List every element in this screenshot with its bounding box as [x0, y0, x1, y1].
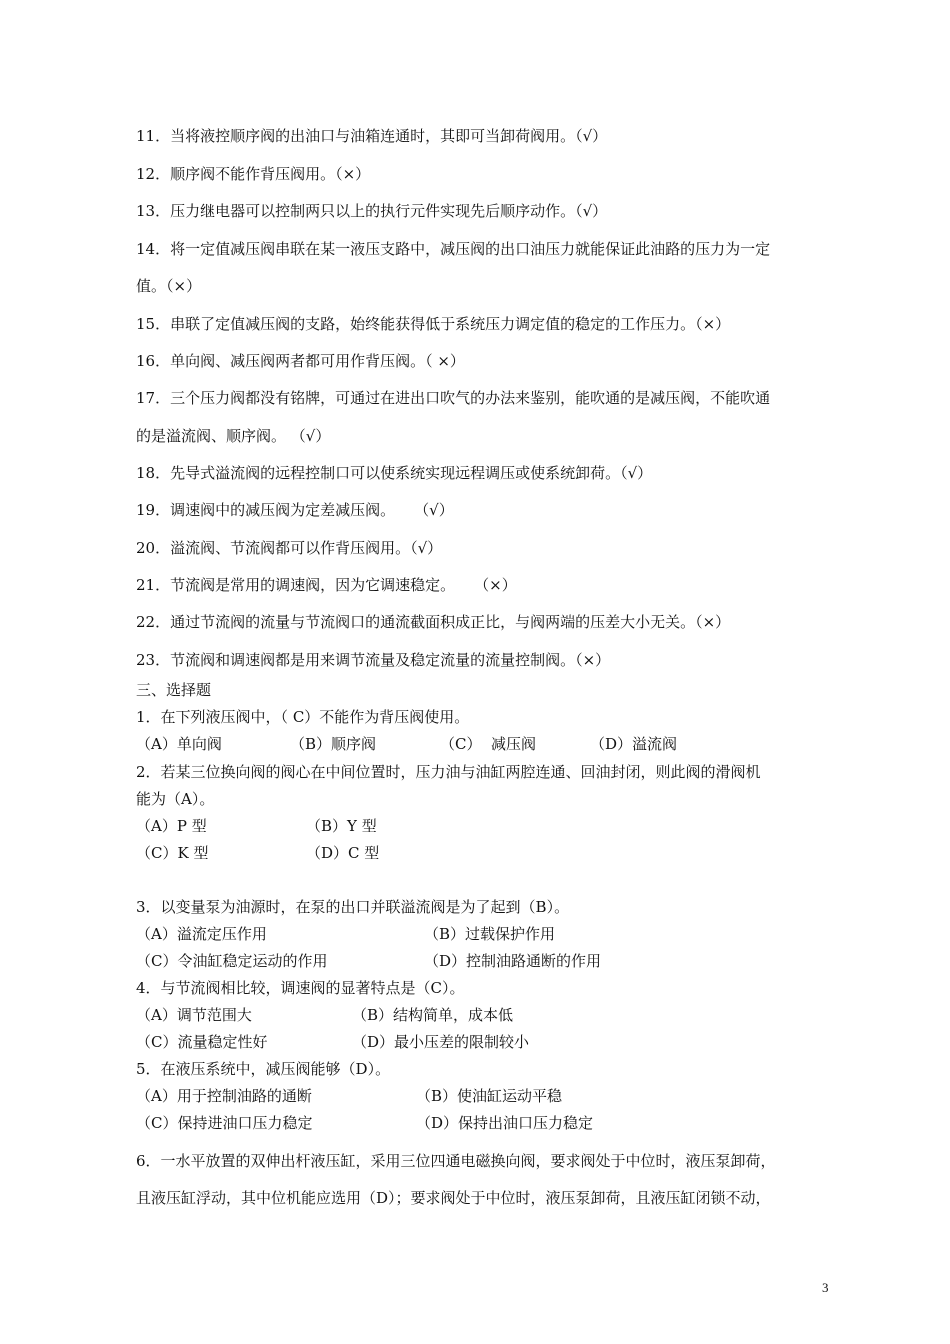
q5-option-b: （B）使油缸运动平稳: [416, 1087, 563, 1105]
judgement-item-14: 14．将一定值减压阀串联在某一液压支路中，减压阀的出口油压力就能保证此油路的压力为一定: [136, 240, 771, 258]
q2-option-a: （A）P 型: [136, 817, 207, 835]
question-6: 6．一水平放置的双伸出杆液压缸，采用三位四通电磁换向阀，要求阀处于中位时，液压泵卸荷，: [136, 1152, 776, 1170]
question-1: 1．在下列液压阀中，（ C）不能作为背压阀使用。: [136, 708, 470, 726]
q3-option-a: （A）溢流定压作用: [136, 925, 267, 943]
judgement-item-23: 23．节流阀和调速阀都是用来调节流量及稳定流量的流量控制阀。（×）: [136, 651, 611, 669]
q1-option-d: （D）溢流阀: [590, 735, 678, 753]
question-6-cont: 且液压缸浮动，其中位机能应选用（D）；要求阀处于中位时，液压泵卸荷，且液压缸闭锁不动，: [136, 1189, 771, 1207]
q4-option-c: （C）流量稳定性好: [136, 1033, 268, 1051]
q3-option-c: （C）令油缸稳定运动的作用: [136, 952, 328, 970]
judgement-item-18: 18．先导式溢流阀的远程控制口可以使系统实现远程调压或使系统卸荷。（√）: [136, 464, 653, 482]
question-5: 5．在液压系统中，减压阀能够（D）。: [136, 1060, 391, 1078]
q4-option-b: （B）结构简单，成本低: [352, 1006, 514, 1024]
question-4: 4．与节流阀相比较，调速阀的显著特点是（C）。: [136, 979, 465, 997]
judgement-item-16: 16．单向阀、减压阀两者都可用作背压阀。（ ×）: [136, 352, 465, 370]
judgement-item-21: 21．节流阀是常用的调速阀，因为它调速稳定。 （×）: [136, 576, 517, 594]
question-3: 3．以变量泵为油源时，在泵的出口并联溢流阀是为了起到（B）。: [136, 898, 570, 916]
judgement-item-13: 13．压力继电器可以控制两只以上的执行元件实现先后顺序动作。（√）: [136, 202, 608, 220]
judgement-item-15: 15．串联了定值减压阀的支路，始终能获得低于系统压力调定值的稳定的工作压力。（×）: [136, 315, 731, 333]
q4-option-a: （A）调节范围大: [136, 1006, 252, 1024]
judgement-item-19: 19．调速阀中的减压阀为定差减压阀。 （√）: [136, 501, 454, 519]
q4-option-d: （D）最小压差的限制较小: [352, 1033, 530, 1051]
q1-option-b: （B）顺序阀: [290, 735, 377, 753]
judgement-item-17-cont: 的是溢流阀、顺序阀。 （√）: [136, 427, 331, 445]
q5-option-c: （C）保持进油口压力稳定: [136, 1114, 313, 1132]
q1-option-c: （C） 减压阀: [440, 735, 537, 753]
q2-option-c: （C）K 型: [136, 844, 209, 862]
judgement-item-20: 20．溢流阀、节流阀都可以作背压阀用。（√）: [136, 539, 443, 557]
judgement-item-14-cont: 值。（×）: [136, 277, 202, 295]
q1-option-a: （A）单向阀: [136, 735, 222, 753]
q2-option-b: （B）Y 型: [306, 817, 377, 835]
judgement-item-12: 12．顺序阀不能作背压阀用。（×）: [136, 165, 371, 183]
q3-option-b: （B）过载保护作用: [424, 925, 556, 943]
page-number: 3: [822, 1280, 829, 1295]
question-2: 2．若某三位换向阀的阀心在中间位置时，压力油与油缸两腔连通、回油封闭，则此阀的滑阀机: [136, 763, 761, 781]
judgement-item-11: 11．当将液控顺序阀的出油口与油箱连通时，其即可当卸荷阀用。（√）: [136, 127, 608, 145]
judgement-item-22: 22．通过节流阀的流量与节流阀口的通流截面积成正比，与阀两端的压差大小无关。（×）: [136, 613, 731, 631]
section-title: 三、选择题: [136, 681, 212, 699]
judgement-item-17: 17．三个压力阀都没有铭牌，可通过在进出口吹气的办法来鉴别，能吹通的是减压阀，不能吹通: [136, 389, 771, 407]
q5-option-d: （D）保持出油口压力稳定: [416, 1114, 594, 1132]
q2-option-d: （D）C 型: [306, 844, 380, 862]
q3-option-d: （D）控制油路通断的作用: [424, 952, 602, 970]
q5-option-a: （A）用于控制油路的通断: [136, 1087, 312, 1105]
question-2-cont: 能为（A）。: [136, 790, 215, 808]
